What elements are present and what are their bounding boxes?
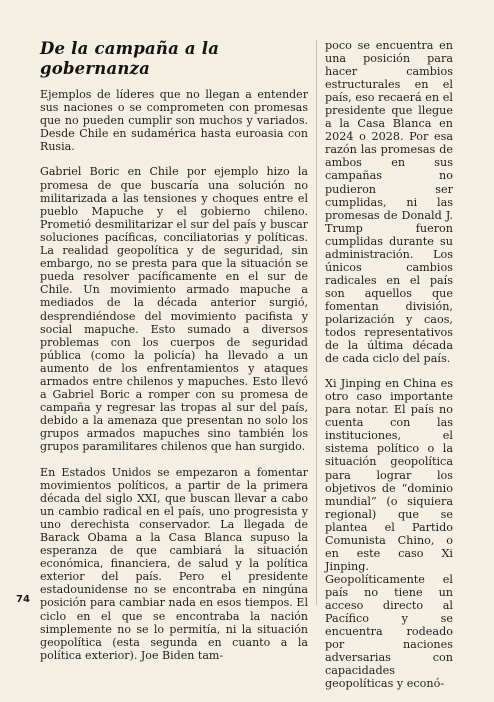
paragraph: poco se encuentra en una posición para hacer cambios estructurales en el país, eso recaerá en el presidente que llegue a la Casa Blanca en 2024 o 2028. Por esa razón las promesas de ambos en sus campañas no pudieron ser cumplidas, ni las promesas de Donald J. Trump fueron cumplidas durante su administración. Los únicos cambios radicales en el país son aquellos que fomentan división, polarización y caos, todos representativos de la última década de cada ciclo del país. [325,39,453,366]
page-number: 74 [16,594,30,605]
paragraph: Ejemplos de líderes que no llegan a entender sus naciones o se comprometen con promesas que no pueden cumplir son muchos y variados. Desde Chile en sudamérica hasta euroasia con Rusia. [40,88,308,154]
column-divider [316,40,317,605]
paragraph: Gabriel Boric en Chile por ejemplo hizo la promesa de que buscaría una solución no militarizada a las tensiones y choques entre el pueblo Mapuche y el gobierno chileno. Prometió desmilitarizar el sur del país y buscar soluciones pacíficas, conciliatorias y políticas. La realidad geopolítica y de seguridad, sin embargo, no se presta para que la situación se pueda resolver pacíficamente en el sur de Chile. Un movimiento armado mapuche a mediados de la década anterior surgió, desprendiéndose del movimiento pacifista y social mapuche. Esto sumado a diversos problemas con los cuerpos de seguridad pública (como la policía) ha llevado a un aumento de los enfrentamientos y ataques armados entre chilenos y mapuches. Esto llevó a Gabriel Boric a romper con su promesa de campaña y regresar las tropas al sur del país, debido a la amenaza que presentan no solo los grupos armados mapuches sino también los grupos paramilitares chilenos que han surgido. [40,165,308,454]
paragraph: Xi Jinping en China es otro caso importante para notar. El país no cuenta con las instituciones, el sistema político o la situación geopolítica para lograr los objetivos de “dominio mundial” (o siquiera regional) que se plantea el Partido Comunista Chino, o en este caso Xi Jinping. Geopolíticamente el país no tiene un acceso directo al Pacífico y se encuentra rodeado por naciones adversarias con capacidades geopolíticas y econó- [325,377,453,691]
section-heading: De la campaña a la gobernanza [40,39,220,78]
right-column [325,39,453,702]
left-column [40,39,308,674]
paragraph: En Estados Unidos se empezaron a fomentar movimientos políticos, a partir de la primera década del siglo XXI, que buscan llevar a cabo un cambio radical en el país, uno progresista y uno derechista conservador. La llegada de Barack Obama a la Casa Blanca supuso la esperanza de que cambiará la situación económica, financiera, de salud y la política exterior del país. Pero el presidente estadounidense no se encontraba en ningúna posición para cambiar nada en esos tiempos. El ciclo en el que se encontraba la nación simplemente no se lo permitía, ni la situación geopolítica (esta segunda en cuanto a la política exterior). Joe Biden tam- [40,465,308,662]
